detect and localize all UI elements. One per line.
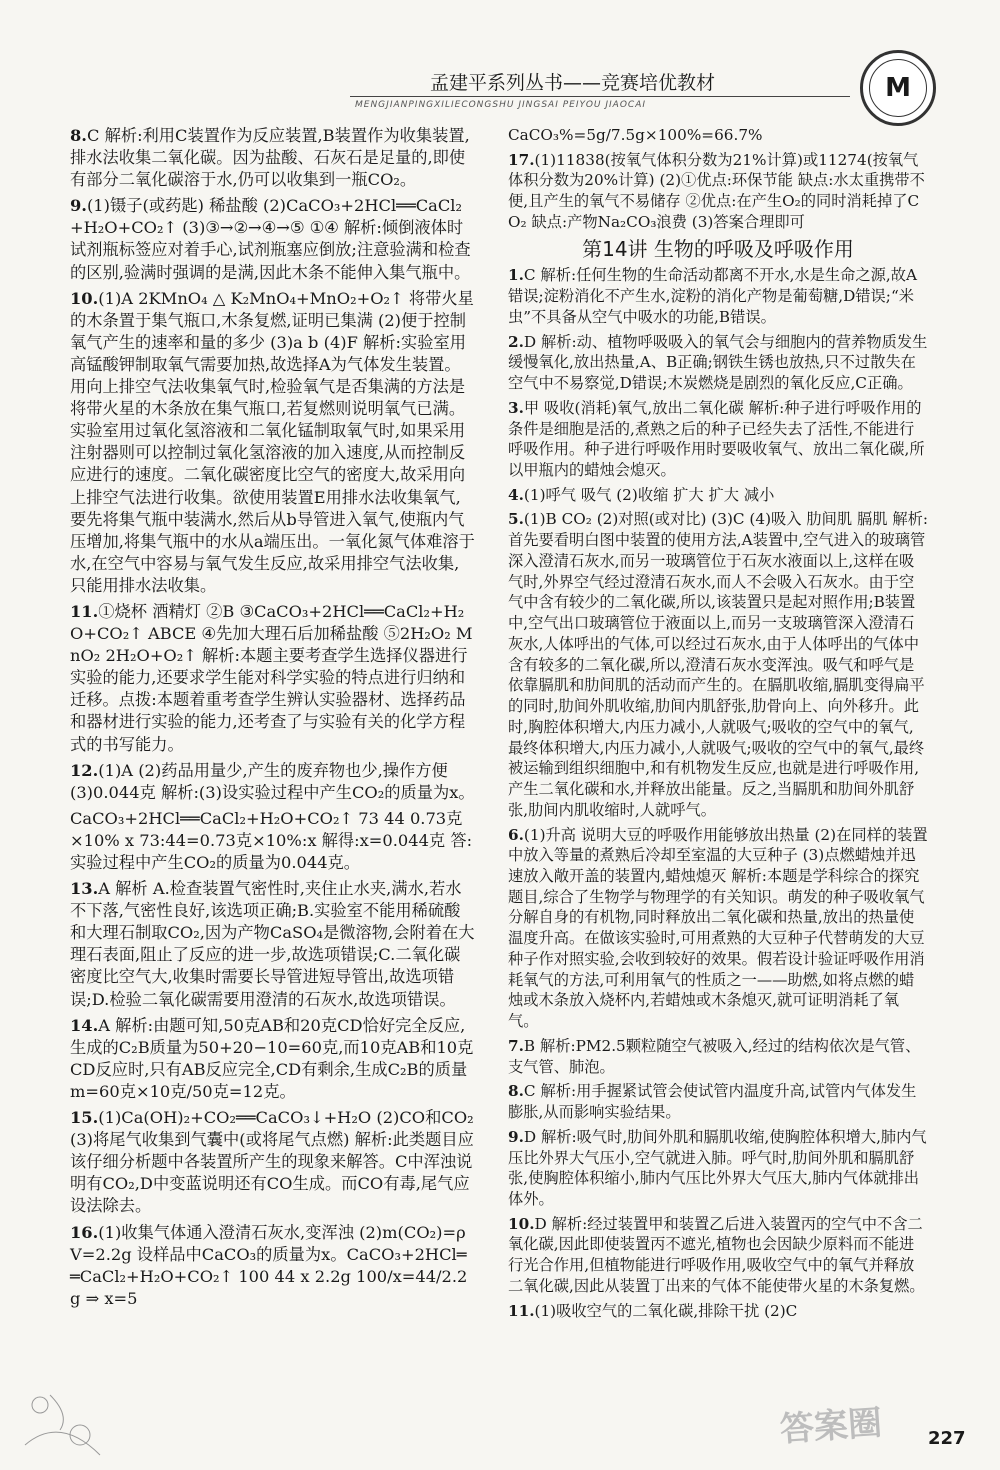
answer-item (508, 398, 928, 481)
answer-number: 2. (508, 332, 524, 351)
answer-text: (1)11838(按氧气体积分数为21%计算)或11274(按氧气体积分数为20%计算) (2)①优点:环保节能 缺点:水太重携带不便,且产生的氧气不易储存 ②优点:在产生O₂的同时消耗掉了CO₂ 缺点:产物Na₂CO₃浪费 (3)答案合理即可 (508, 150, 925, 231)
answer-text: D 解析:吸气时,肋间外肌和膈肌收缩,使胸腔体积增大,肺内气压比外界大气压小,空气就进入肺。呼气时,肋间外肌和膈肌舒张,使胸腔体积缩小,肺内气压比外界大气压大,肺内气体就排出体外。 (508, 1127, 927, 1208)
answer-item (508, 1036, 928, 1077)
seal-ring (869, 59, 927, 117)
answer-text: CaCO₃%=5g/7.5g×100%=66.7% (508, 126, 763, 144)
seal-mark-icon: M (885, 73, 911, 103)
watermark-stamp: 答案圈 (778, 1402, 884, 1450)
answer-text: (1)呼气 吸气 (2)收缩 扩大 扩大 减小 (523, 485, 775, 504)
answer-number: 9. (70, 196, 87, 216)
answer-number: 1. (508, 266, 524, 285)
answer-item (508, 1214, 928, 1297)
answer-item (508, 1127, 928, 1210)
page-number: 227 (928, 1428, 966, 1449)
answer-text: A 解析 A.检查装置气密性时,夹住止水夹,满水,若水不下落,气密性良好,该选项正确;B.实验室不能用稀硫酸和大理石制取CO₂,因为产物CaSO₄是微溶物,会附着在大理石表面,阻止了反应的进一步,故选项错误;C.二氧化碳密度比空气大,收集时需要长导管进短导管出,故选项错误;D.检验二氧化碳需要用澄清的石灰水,故选项错误。 (70, 879, 475, 1009)
answer-number: 17. (508, 150, 535, 169)
answer-number: 7. (508, 1036, 524, 1055)
answer-item (70, 125, 475, 191)
answer-text: B 解析:PM2.5颗粒随空气被吸入,经过的结构依次是气管、支气管、肺泡。 (508, 1036, 921, 1076)
series-seal-logo (860, 50, 936, 126)
answer-number: 16. (70, 1222, 99, 1242)
answer-item (508, 265, 928, 327)
answer-item (508, 150, 928, 233)
answer-number: 8. (70, 126, 87, 145)
answer-number: 10. (508, 1214, 535, 1233)
answer-item (70, 1107, 475, 1217)
answer-number: 15. (70, 1108, 99, 1128)
answer-item (508, 1081, 928, 1122)
lesson-title: 第14讲 生物的呼吸及呼吸作用 (582, 236, 854, 261)
header-rule (350, 96, 850, 97)
answer-item (508, 485, 928, 506)
answer-number: 10. (70, 288, 99, 308)
answer-text: ①烧杯 酒精灯 ②B ③CaCO₃+2HCl══CaCl₂+H₂O+CO₂↑ ABCE ④先加大理石后加稀盐酸 ⑤2H₂O₂ MnO₂ 2H₂O+O₂↑ 解析:本题主要考查学生选择仪器进行实验的能力,还要求学生能对科学实验的特点进行归纳和迁移。点拨:本题着重考查学生辨认实验器材、选择药品和器材进行实验的能力,还考查了与实验有关的化学方程式的书写能力。 (70, 601, 473, 754)
left-column (70, 125, 475, 1314)
answer-item (70, 288, 475, 597)
answer-item (70, 760, 475, 804)
answer-number: 3. (508, 398, 524, 417)
answer-number: 14. (70, 1015, 99, 1035)
answer-text: A 解析:由题可知,50克AB和20克CD恰好完全反应,生成的C₂B质量为50+20−10=60克,而10克AB和10克CD反应时,只有AB反应完全,CD有剩余,生成C₂B的质量 m=60克×10克/50克=12克。 (70, 1015, 474, 1101)
answer-number: 9. (508, 1127, 524, 1146)
answer-text: (1)收集气体通入澄清石灰水,变浑浊 (2)m(CO₂)=ρV=2.2g 设样品中CaCO₃的质量为x。CaCO₃+2HCl══CaCl₂+H₂O+CO₂↑ 100 44 x 2.2g 100/x=44/2.2g ⇒ x=5 (70, 1222, 468, 1308)
answer-text: (1)镊子(或药匙) 稀盐酸 (2)CaCO₃+2HCl══CaCl₂+H₂O+CO₂↑ (3)③→②→④→⑤ ①④ 解析:倾倒液体时试剂瓶标签应对着手心,试剂瓶塞应倒放;注意验满和检查的区别,验满时强调的是满,因此木条不能伸入集气瓶中。 (70, 196, 471, 282)
right-column (508, 125, 928, 1325)
answer-item (508, 825, 928, 1032)
answer-number: 11. (508, 1301, 535, 1320)
answer-number: 11. (70, 601, 99, 621)
answer-text: D 解析:动、植物呼吸吸入的氧气会与细胞内的营养物质发生缓慢氧化,放出热量,A、B正确;钢铁生锈也放热,只不过散失在空气中不易察觉,D错误;木炭燃烧是剧烈的氧化反应,C正确。 (508, 332, 928, 393)
answer-text: (1)A 2KMnO₄ △ K₂MnO₄+MnO₂+O₂↑ 将带火星的木条置于集气瓶口,木条复燃,证明已集满 (2)便于控制氧气产生的速率和量的多少 (3)a b (4)F 解析:实验室用高锰酸钾制取氧气需要加热,故选择A为气体发生装置。用向上排空气法收集氧气时,检验氧气是否集满的方法是将带火星的木条放在集气瓶口,若复燃则说明氧气已满。实验室用过氧化氢溶液和二氧化锰制取氧气时,如果采用注射器则可以控制过氧化氢溶液的加入速度,从而控制反应进行的速度。二氧化碳密度比空气的密度大,故采用向上排空气法进行收集。欲使用装置E用排水法收集氧气,要先将集气瓶中装满水,然后从b导管进入氧气,使瓶内气压增加,将集气瓶中的水从a端压出。一氧化氮气体难溶于水,在空气中容易与氧气发生反应,故采用排空气法收集,只能用排水法收集。 (70, 288, 475, 595)
running-header (355, 68, 850, 110)
answer-item (508, 1301, 928, 1322)
answer-text: C 解析:任何生物的生命活动都离不开水,水是生命之源,故A错误;淀粉消化不产生水,淀粉的消化产物是葡萄糖,D错误;“米虫”不具备从空气中吸水的功能,B错误。 (508, 266, 918, 326)
answer-number: 12. (70, 760, 99, 780)
answer-number: 4. (508, 485, 524, 504)
answer-number: 5. (508, 510, 524, 529)
answer-text: (1)升高 说明大豆的呼吸作用能够放出热量 (2)在同样的装置中放入等量的煮熟后冷却至室温的大豆种子 (3)点燃蜡烛并迅速放入敞开盖的装置内,蜡烛熄灭 解析:本题是学科综合的探究题目,综合了生物学与物理学的有关知识。萌发的种子吸收氧气分解自身的有机物,同时释放出二氧化碳和热量,放出的热量使温度升高。在做该实验时,可用煮熟的大豆种子代替萌发的大豆种子作对照实验,会收到较好的效果。假若设计验证呼吸作用消耗氧气的方法,可利用氧气的性质之一——助燃,如将点燃的蜡烛或木条放入烧杯内,若蜡烛或木条熄灭,就可证明消耗了氧气。 (508, 825, 928, 1031)
answer-text: C 解析:利用C装置作为反应装置,B装置作为收集装置,排水法收集二氧化碳。因为盐酸、石灰石是足量的,即使有部分二氧化碳溶于水,仍可以收集到一瓶CO₂。 (70, 126, 470, 190)
answer-text: D 解析:经过装置甲和装置乙后进入装置丙的空气中不含二氧化碳,因此即使装置丙不遮光,植物也会因缺少原料而不能进行光合作用,但植物能进行呼吸作用,吸收空气中的氧气并释放二氧化碳,因此从装置丁出来的气体不能使带火星的木条复燃。 (508, 1214, 925, 1295)
floral-decoration-icon (20, 1385, 140, 1469)
answer-item (508, 509, 928, 820)
answer-item (70, 195, 475, 283)
answer-number: 6. (508, 825, 524, 844)
answer-number: 8. (508, 1082, 524, 1101)
answer-item (70, 878, 475, 1011)
answer-text: CaCO₃+2HCl══CaCl₂+H₂O+CO₂↑ 73 44 0.73克×10% x 73:44=0.73克×10%:x 解得:x=0.044克 答:实验过程中产生CO₂的质量为0.044克。 (70, 808, 473, 872)
answer-item (70, 601, 475, 756)
answer-item (508, 125, 928, 146)
answer-text: C 解析:用手握紧试管会使试管内温度升高,试管内气体发生膨胀,从而影响实验结果。 (508, 1082, 917, 1122)
answer-item (70, 1222, 475, 1310)
answer-item (508, 332, 928, 394)
answer-text: (1)B CO₂ (2)对照(或对比) (3)C (4)吸入 肋间肌 膈肌 解析:首先要看明白图中装置的使用方法,A装置中,空气进入的玻璃管深入澄清石灰水,而另一玻璃管位于石灰水液面以上,这样在吸气时,外界空气经过澄清石灰水,而人不会吸入石灰水。由于空气中含有较少的二氧化碳,所以,该装置只是起对照作用;B装置中,空气出口玻璃管位于液面以上,而另一支玻璃管深入澄清石灰水,人体呼出的气体,可以经过石灰水,由于人体呼出的气体中含有较多的二氧化碳,所以,澄清石灰水变浑浊。吸气和呼气是依靠膈肌和肋间肌的活动而产生的。在膈肌收缩,膈肌变得扁平的同时,肋间外肌收缩,肋间内肌舒张,肋骨向上、向外移升。此时,胸腔体积增大,内压力减小,人就吸气;吸收的空气中的氧气,最终体积增大,内压力减小,人就吸气;吸收的空气中的氧气,最终被运输到组织细胞中,和有机物发生反应,也就是进行呼吸作用,产生二氧化碳和水,并释放出能量。反之,当膈肌和肋间外肌舒张,肋间内肌收缩时,人就呼气。 (508, 510, 928, 819)
answer-text: 甲 吸收(消耗)氧气,放出二氧化碳 解析:种子进行呼吸作用的条件是细胞是活的,煮熟之后的种子已经失去了活性,不能进行呼吸作用。种子进行呼吸作用时要吸收氧气、放出二氧化碳,所以甲瓶内的蜡烛会熄灭。 (508, 398, 925, 480)
answer-item (70, 1015, 475, 1103)
answer-number: 13. (70, 879, 99, 899)
answer-text: (1)A (2)药品用量少,产生的废弃物也少,操作方便 (3)0.044克 解析:(3)设实验过程中产生CO₂的质量为x。 (70, 760, 475, 802)
series-pinyin: MENGJIANPINGXILIECONGSHU JINGSAI PEIYOU JIAOCAI (355, 100, 647, 110)
answer-text: (1)Ca(OH)₂+CO₂══CaCO₃↓+H₂O (2)CO和CO₂ (3)将尾气收集到气囊中(或将尾气点燃) 解析:此类题目应该仔细分析题中各装置所产生的现象来解答。C中浑浊说明有CO₂,D中变蓝说明还有CO生成。而CO有毒,尾气应设法除去。 (70, 1108, 474, 1216)
answer-text: (1)吸收空气的二氧化碳,排除干扰 (2)C (534, 1301, 798, 1320)
series-title: 孟建平系列丛书——竞赛培优教材 (430, 72, 716, 94)
answer-item (70, 808, 475, 874)
